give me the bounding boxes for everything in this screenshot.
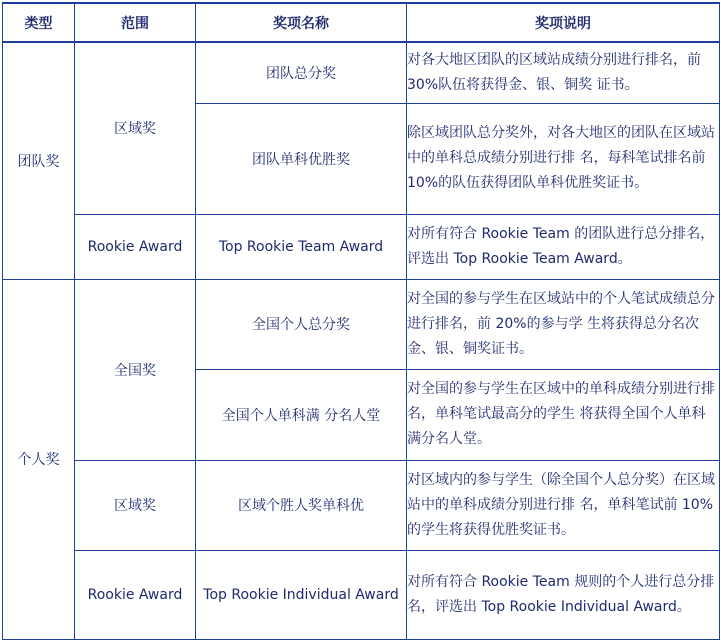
award-description: 对所有符合 Rookie Team 的团队进行总分排名，评选出 Top Rookie Team Award。 [407, 214, 720, 279]
awards-table [2, 2, 720, 640]
table-row [3, 550, 720, 639]
header-award-name: 奖项名称 [196, 3, 407, 42]
header-scope: 范围 [75, 3, 196, 42]
table-header [3, 3, 720, 42]
award-description: 对所有符合 Rookie Team 规则的个人进行总分排名，评选出 Top Rookie Individual Award。 [407, 550, 720, 639]
header-award-description: 奖项说明 [407, 3, 720, 42]
award-description: 对全国的参与学生在区域中的单科成绩分别进行排名，单科笔试最高分的学生 将获得全国个人单科满分名人堂。 [407, 369, 720, 460]
table-row [3, 42, 720, 103]
type-team: 团队奖 [3, 42, 75, 279]
scope-individual-regional: 区域奖 [75, 460, 196, 550]
table-row [3, 460, 720, 550]
table-body [3, 42, 720, 639]
award-name: 团队单科优胜奖 [196, 103, 407, 214]
header-type: 类型 [3, 3, 75, 42]
award-name: 全国个人单科满 分名人堂 [196, 369, 407, 460]
scope-team-rookie: Rookie Award [75, 214, 196, 279]
award-description: 除区域团队总分奖外，对各大地区的团队在区域站中的单科总成绩分别进行排 名，每科笔试排名前 10%的队伍获得团队单科优胜奖证书。 [407, 103, 720, 214]
award-description: 对区域内的参与学生（除全国个人总分奖）在区域站中的单科成绩分别进行排 名，单科笔试前 10%的学生将获得优胜奖证书。 [407, 460, 720, 550]
scope-team-regional: 区域奖 [75, 42, 196, 214]
award-name: 区域个胜人奖单科优 [196, 460, 407, 550]
header-row [3, 3, 720, 42]
table-row [3, 214, 720, 279]
award-description: 对各大地区团队的区域站成绩分别进行排名，前 30%队伍将获得金、银、铜奖 证书。 [407, 42, 720, 103]
award-name: Top Rookie Team Award [196, 214, 407, 279]
award-name: Top Rookie Individual Award [196, 550, 407, 639]
award-name: 团队总分奖 [196, 42, 407, 103]
award-name: 全国个人总分奖 [196, 279, 407, 369]
table-row [3, 279, 720, 369]
type-individual: 个人奖 [3, 279, 75, 639]
award-description: 对全国的参与学生在区域站中的个人笔试成绩总分进行排名，前 20%的参与学 生将获得总分名次金、银、铜奖证书。 [407, 279, 720, 369]
scope-individual-national: 全国奖 [75, 279, 196, 460]
scope-individual-rookie: Rookie Award [75, 550, 196, 639]
